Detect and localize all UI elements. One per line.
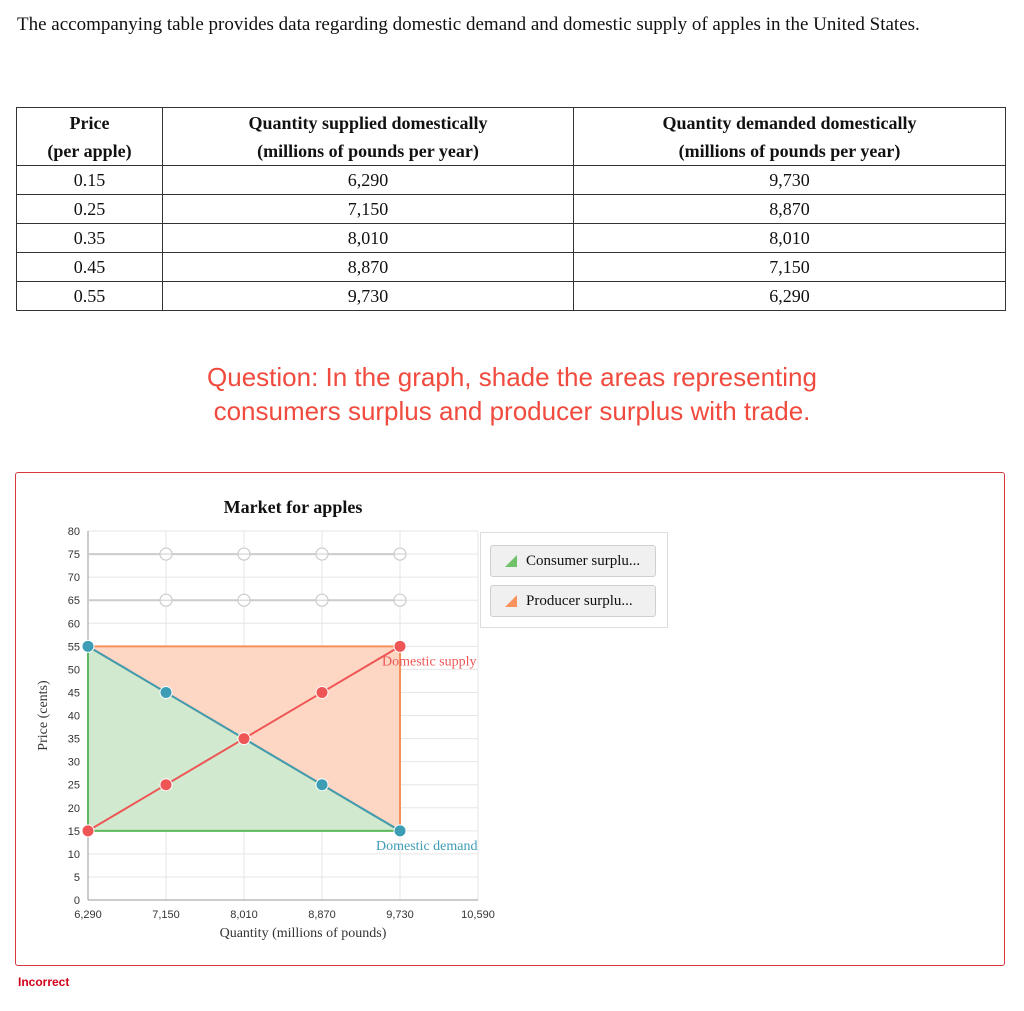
y-tick-label: 45: [67, 687, 80, 700]
y-tick-label: 5: [73, 871, 80, 884]
intro-text: The accompanying table provides data regarding domestic demand and domestic supply of apples in the United States.: [17, 14, 920, 35]
chart-title: Market for apples: [223, 497, 363, 517]
y-tick-label: 60: [67, 618, 80, 631]
x-tick-label: 8,870: [308, 909, 336, 921]
table-row: 0.15 6,290 9,730: [17, 166, 1006, 195]
y-tick-label: 15: [67, 825, 80, 838]
triangle-icon: [505, 555, 517, 567]
supply-point[interactable]: [316, 686, 328, 698]
y-tick-label: 20: [67, 802, 80, 815]
consumer-surplus-label: Consumer surplu...: [526, 552, 641, 569]
x-axis-label: Quantity (millions of pounds): [219, 926, 387, 941]
y-tick-label: 70: [67, 572, 80, 585]
demand-label: Domestic demand: [376, 838, 478, 854]
supply-point[interactable]: [160, 779, 172, 791]
header-price: Price (per apple): [17, 108, 163, 166]
x-tick-label: 9,730: [386, 909, 414, 921]
header-demanded: Quantity demanded domestically (millions of pounds per year): [574, 108, 1006, 166]
y-tick-label: 55: [67, 641, 80, 654]
demand-point[interactable]: [160, 686, 172, 698]
supply-point[interactable]: [238, 733, 250, 745]
table-row: 0.55 9,730 6,290: [17, 282, 1006, 311]
x-tick-label: 10,590: [461, 909, 495, 921]
supply-point[interactable]: [82, 825, 94, 837]
y-tick-label: 30: [67, 756, 80, 769]
demand-point[interactable]: [394, 825, 406, 837]
x-tick-label: 8,010: [230, 909, 258, 921]
y-tick-label: 10: [67, 848, 80, 861]
demand-point[interactable]: [316, 779, 328, 791]
table-row: 0.45 8,870 7,150: [17, 253, 1006, 282]
y-tick-label: 25: [67, 779, 80, 792]
question-line-2: consumers surplus and producer surplus with trade.: [213, 396, 811, 426]
producer-surplus-tool[interactable]: [490, 585, 656, 617]
y-tick-label: 80: [67, 526, 80, 538]
question-line-1: Question: In the graph, shade the areas representing: [207, 362, 817, 392]
legend-panel: [480, 532, 668, 628]
y-tick-label: 50: [67, 664, 80, 677]
demand-point[interactable]: [82, 640, 94, 652]
consumer-surplus-tool[interactable]: [490, 545, 656, 577]
x-tick-label: 6,290: [74, 909, 102, 921]
triangle-icon: [505, 595, 517, 607]
x-tick-label: 7,150: [152, 909, 180, 921]
table-row: 0.35 8,010 8,010: [17, 224, 1006, 253]
supply-point[interactable]: [394, 640, 406, 652]
y-tick-label: 65: [67, 595, 80, 608]
producer-surplus-label: Producer surplu...: [526, 592, 633, 609]
y-axis-label: Price (cents): [36, 680, 51, 751]
y-tick-label: 35: [67, 733, 80, 746]
status-incorrect: Incorrect: [18, 975, 70, 989]
y-tick-label: 75: [67, 549, 80, 562]
header-supplied: Quantity supplied domestically (millions of pounds per year): [163, 108, 574, 166]
supply-label: Domestic supply: [382, 654, 477, 670]
table-row: 0.25 7,150 8,870: [17, 195, 1006, 224]
y-tick-label: 40: [67, 710, 80, 723]
y-tick-label: 0: [73, 895, 80, 907]
